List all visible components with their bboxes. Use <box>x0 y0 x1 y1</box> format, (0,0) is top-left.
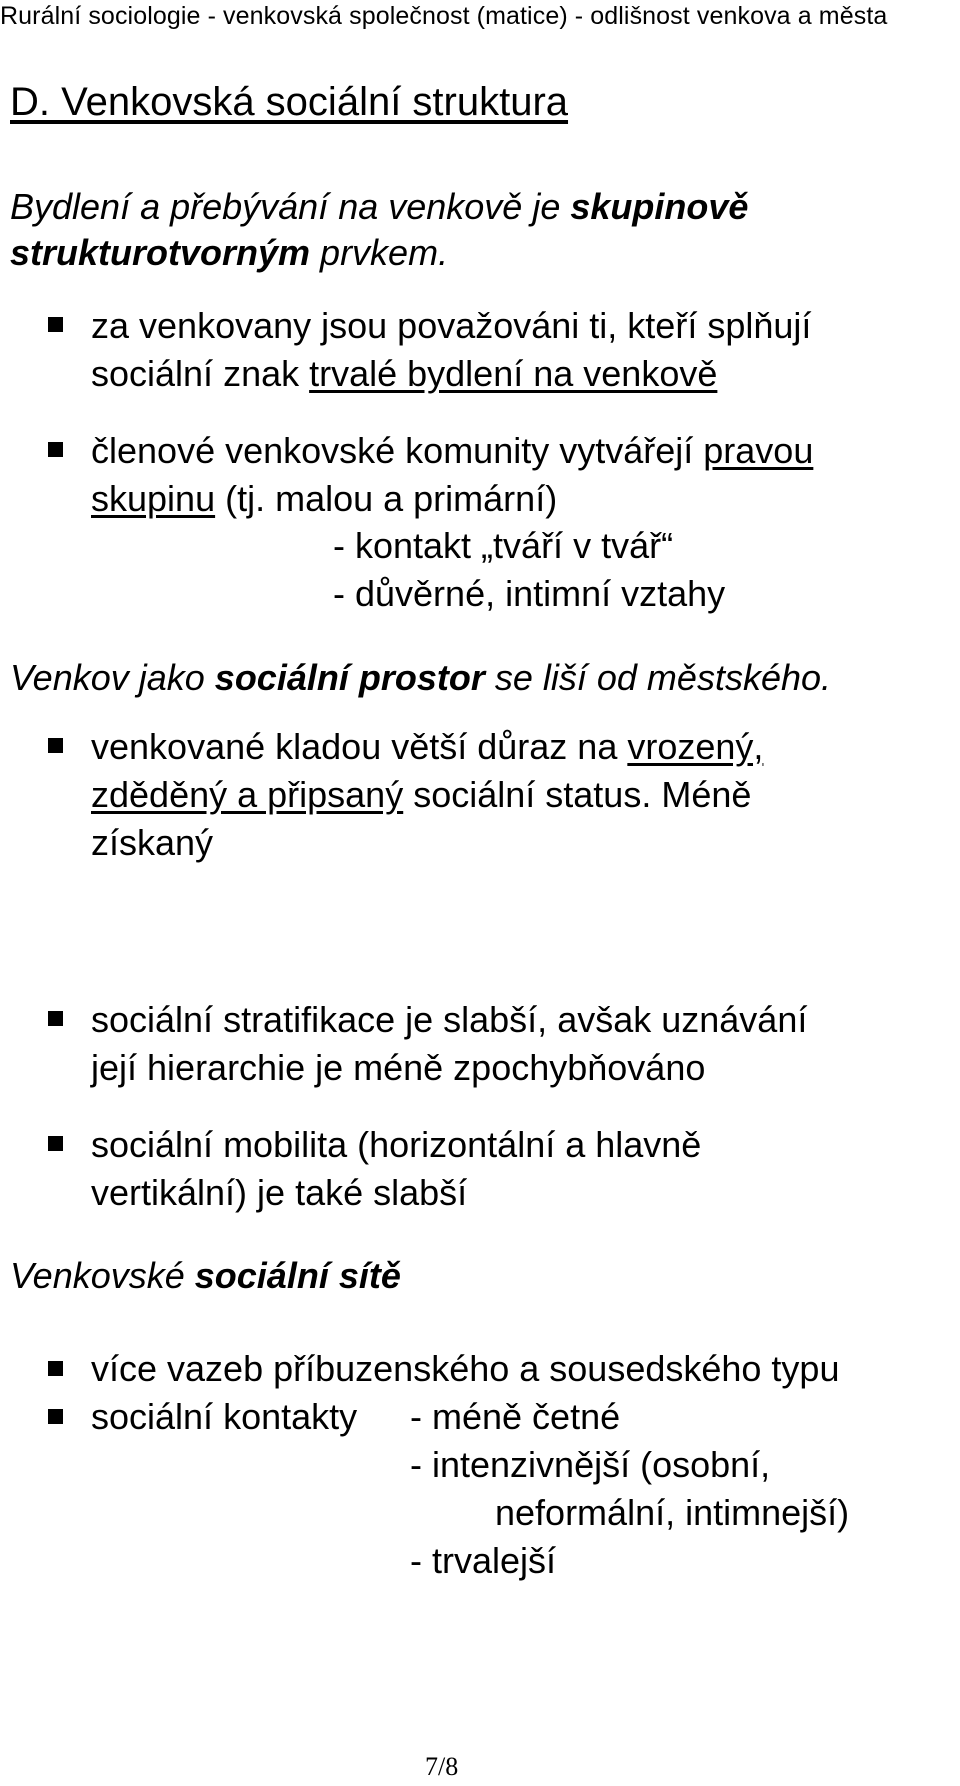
section-2-line <box>10 654 831 702</box>
section-text: Venkov jako <box>10 657 215 698</box>
intro-text: Bydlení a přebývání na venkově je <box>10 186 571 227</box>
bullet-square-icon <box>48 442 63 457</box>
section-text: se liší od městského. <box>484 657 832 698</box>
underlined-term: skupinu <box>91 478 216 519</box>
bullet-4-line-1: sociální stratifikace je slabší, avšak uznávání <box>91 999 808 1040</box>
bullet-4-line-2: její hierarchie je méně zpochybňováno <box>91 1047 706 1088</box>
bullet-6-line-1: více vazeb příbuzenského a sousedského typu <box>91 1348 840 1389</box>
bullet-7-line-1: sociální kontakty <box>91 1396 358 1437</box>
intro-text: prvkem. <box>310 232 449 273</box>
intro-emphasis: skupinově <box>570 186 749 227</box>
underlined-term: vrozený, <box>627 726 764 767</box>
bullet-text: sociální znak <box>91 353 310 394</box>
bullet-2-sub-1: - kontakt „tváří v tvář“ <box>333 525 674 566</box>
bullet-1-line-2 <box>91 350 717 398</box>
bullet-square-icon <box>48 1361 63 1376</box>
bullet-square-icon <box>48 1409 63 1424</box>
bullet-5-line-2: vertikální) je také slabší <box>91 1172 468 1213</box>
underlined-term: zděděný a připsaný <box>91 774 404 815</box>
section-emphasis: sociální sítě <box>194 1255 401 1296</box>
bullet-2-line-1 <box>91 427 813 475</box>
intro-line-1 <box>10 183 748 231</box>
bullet-text: venkované kladou větší důraz na <box>91 726 628 767</box>
bullet-3-line-1 <box>91 723 763 771</box>
bullet-7-sub-0: - méně četné <box>410 1396 621 1437</box>
section-heading: D. Venkovská sociální struktura <box>10 80 569 124</box>
bullet-square-icon <box>48 1136 63 1151</box>
bullet-2-line-2 <box>91 475 557 523</box>
bullet-text: členové venkovské komunity vytvářejí <box>91 430 704 471</box>
underlined-term: pravou <box>703 430 814 471</box>
bullet-7-sub-1: - intenzivnější (osobní, <box>410 1444 771 1485</box>
bullet-3-line-3: získaný <box>91 822 214 863</box>
bullet-7-sub-3: - trvalejší <box>410 1540 557 1581</box>
running-header: Rurální sociologie - venkovská společnost (matice) - odlišnost venkova a města <box>0 2 888 30</box>
bullet-square-icon <box>48 738 63 753</box>
bullet-1-line-1: za venkovany jsou považováni ti, kteří splňují <box>91 305 812 346</box>
page-number: 7/8 <box>425 1752 459 1781</box>
intro-emphasis: strukturotvorným <box>10 232 311 273</box>
bullet-2-sub-2: - důvěrné, intimní vztahy <box>333 573 726 614</box>
bullet-square-icon <box>48 317 63 332</box>
section-text: Venkovské <box>10 1255 195 1296</box>
bullet-7-sub-2: neformální, intimnejší) <box>495 1492 850 1533</box>
bullet-text: sociální status. Méně <box>403 774 752 815</box>
section-3-line <box>10 1252 401 1300</box>
section-emphasis: sociální prostor <box>214 657 485 698</box>
bullet-5-line-1: sociální mobilita (horizontální a hlavně <box>91 1124 702 1165</box>
bullet-3-line-2 <box>91 771 751 819</box>
underlined-term: trvalé bydlení na venkově <box>309 353 718 394</box>
intro-line-2 <box>10 229 448 277</box>
bullet-square-icon <box>48 1011 63 1026</box>
bullet-text: (tj. malou a primární) <box>215 478 558 519</box>
